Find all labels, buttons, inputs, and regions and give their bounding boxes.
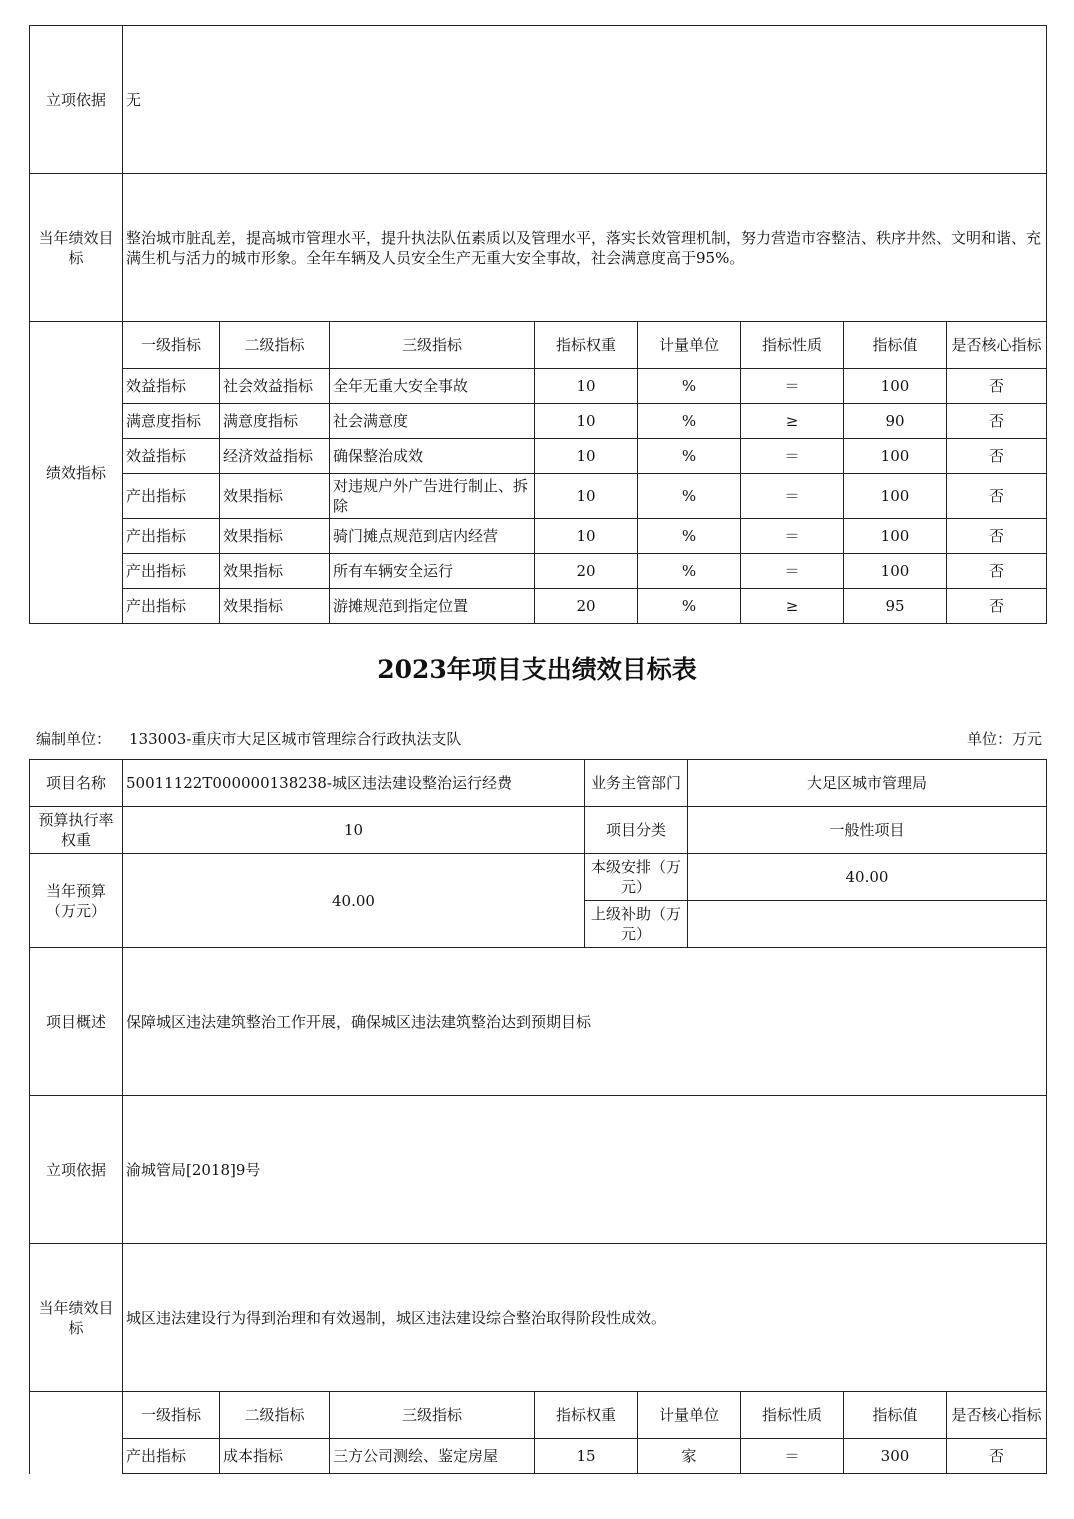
cell-level1: 效益指标 bbox=[123, 369, 220, 404]
local-arrange-label: 本级安排（万元） bbox=[585, 854, 688, 901]
local-arrange-value: 40.00 bbox=[688, 854, 1047, 901]
cell-core: 否 bbox=[947, 439, 1047, 474]
currency-unit: 单位：万元 bbox=[966, 730, 1042, 748]
cell-weight: 10 bbox=[535, 439, 638, 474]
cell-unit: % bbox=[638, 439, 741, 474]
cell-unit: 家 bbox=[638, 1439, 741, 1474]
header-value: 指标值 bbox=[844, 322, 947, 369]
cell-level2: 社会效益指标 bbox=[220, 369, 330, 404]
table-row bbox=[30, 554, 1047, 589]
cell-level1: 产出指标 bbox=[123, 474, 220, 519]
basis-label: 立项依据 bbox=[30, 26, 123, 174]
cell-core: 否 bbox=[947, 1439, 1047, 1474]
header-level1: 一级指标 bbox=[123, 322, 220, 369]
dept-label: 业务主管部门 bbox=[585, 760, 688, 807]
cell-nature: ＝ bbox=[741, 369, 844, 404]
cell-value: 100 bbox=[844, 369, 947, 404]
header-core: 是否核心指标 bbox=[947, 322, 1047, 369]
basis-value: 渝城管局[2018]9号 bbox=[123, 1096, 1047, 1244]
cell-level3: 社会满意度 bbox=[330, 404, 535, 439]
cell-level1: 产出指标 bbox=[123, 554, 220, 589]
upper-subsidy-label: 上级补助（万元） bbox=[585, 901, 688, 948]
cell-value: 100 bbox=[844, 554, 947, 589]
category-value: 一般性项目 bbox=[688, 807, 1047, 854]
cell-level3: 骑门摊点规范到店内经营 bbox=[330, 519, 535, 554]
header-core: 是否核心指标 bbox=[947, 1392, 1047, 1439]
indicator-table bbox=[29, 1391, 1047, 1474]
header-level3: 三级指标 bbox=[330, 322, 535, 369]
cell-level2: 满意度指标 bbox=[220, 404, 330, 439]
header-level3: 三级指标 bbox=[330, 1392, 535, 1439]
cell-nature: ＝ bbox=[741, 439, 844, 474]
cell-unit: % bbox=[638, 369, 741, 404]
table-row bbox=[30, 1439, 1047, 1474]
cell-level2: 效果指标 bbox=[220, 589, 330, 624]
cell-nature: ＝ bbox=[741, 554, 844, 589]
indicator-label-cell bbox=[30, 1392, 123, 1474]
cell-unit: % bbox=[638, 554, 741, 589]
basis-value: 无 bbox=[123, 26, 1047, 174]
cell-weight: 10 bbox=[535, 474, 638, 519]
goal-value: 整治城市脏乱差，提高城市管理水平，提升执法队伍素质以及管理水平，落实长效管理机制，努力营造市容整洁、秩序井然、文明和谐、充满生机与活力的城市形象。全年车辆及人员安全生产无重大安全事故，社会满意度高于95%。 bbox=[123, 174, 1047, 322]
overview-label: 项目概述 bbox=[30, 948, 123, 1096]
project-name-value: 50011122T000000138238-城区违法建设整治运行经费 bbox=[123, 760, 585, 807]
table-row bbox=[30, 404, 1047, 439]
cell-level2: 效果指标 bbox=[220, 554, 330, 589]
cell-nature: ＝ bbox=[741, 474, 844, 519]
overview-value: 保障城区违法建筑整治工作开展，确保城区违法建筑整治达到预期目标 bbox=[123, 948, 1047, 1096]
cell-level1: 产出指标 bbox=[123, 1439, 220, 1474]
compiling-unit-value: 133003-重庆市大足区城市管理综合行政执法支队 bbox=[129, 730, 462, 748]
cell-nature: ≥ bbox=[741, 589, 844, 624]
budget-value: 40.00 bbox=[123, 854, 585, 948]
table-row bbox=[30, 369, 1047, 404]
cell-weight: 10 bbox=[535, 369, 638, 404]
cell-level1: 产出指标 bbox=[123, 519, 220, 554]
category-label: 项目分类 bbox=[585, 807, 688, 854]
cell-level3: 确保整治成效 bbox=[330, 439, 535, 474]
previous-project-table bbox=[29, 25, 1047, 624]
exec-rate-value: 10 bbox=[123, 807, 585, 854]
cell-unit: % bbox=[638, 589, 741, 624]
cell-level1: 产出指标 bbox=[123, 589, 220, 624]
table-row bbox=[30, 589, 1047, 624]
cell-level2: 效果指标 bbox=[220, 474, 330, 519]
header-level1: 一级指标 bbox=[123, 1392, 220, 1439]
cell-level3: 三方公司测绘、鉴定房屋 bbox=[330, 1439, 535, 1474]
cell-nature: ≥ bbox=[741, 404, 844, 439]
header-level2: 二级指标 bbox=[220, 1392, 330, 1439]
header-level2: 二级指标 bbox=[220, 322, 330, 369]
cell-weight: 10 bbox=[535, 404, 638, 439]
cell-level1: 效益指标 bbox=[123, 439, 220, 474]
cell-value: 300 bbox=[844, 1439, 947, 1474]
table-row bbox=[30, 474, 1047, 519]
cell-value: 90 bbox=[844, 404, 947, 439]
header-nature: 指标性质 bbox=[741, 1392, 844, 1439]
header-value: 指标值 bbox=[844, 1392, 947, 1439]
cell-level3: 全年无重大安全事故 bbox=[330, 369, 535, 404]
cell-value: 100 bbox=[844, 519, 947, 554]
cell-nature: ＝ bbox=[741, 519, 844, 554]
cell-weight: 20 bbox=[535, 554, 638, 589]
cell-weight: 20 bbox=[535, 589, 638, 624]
goal-label: 当年绩效目标 bbox=[30, 174, 123, 322]
header-weight: 指标权重 bbox=[535, 322, 638, 369]
project-info-table bbox=[29, 759, 1047, 1392]
cell-level1: 满意度指标 bbox=[123, 404, 220, 439]
cell-value: 95 bbox=[844, 589, 947, 624]
page-title: 2023年项目支出绩效目标表 bbox=[377, 655, 697, 684]
cell-core: 否 bbox=[947, 554, 1047, 589]
cell-unit: % bbox=[638, 474, 741, 519]
cell-level2: 效果指标 bbox=[220, 519, 330, 554]
header-unit: 计量单位 bbox=[638, 322, 741, 369]
table-row bbox=[30, 439, 1047, 474]
cell-value: 100 bbox=[844, 474, 947, 519]
cell-nature: ＝ bbox=[741, 1439, 844, 1474]
cell-core: 否 bbox=[947, 404, 1047, 439]
cell-level3: 对违规户外广告进行制止、拆除 bbox=[330, 474, 535, 519]
header-weight: 指标权重 bbox=[535, 1392, 638, 1439]
header-unit: 计量单位 bbox=[638, 1392, 741, 1439]
cell-level2: 经济效益指标 bbox=[220, 439, 330, 474]
indicator-label: 绩效指标 bbox=[30, 322, 123, 624]
header-nature: 指标性质 bbox=[741, 322, 844, 369]
cell-weight: 10 bbox=[535, 519, 638, 554]
cell-level2: 成本指标 bbox=[220, 1439, 330, 1474]
budget-label: 当年预算（万元） bbox=[30, 854, 123, 948]
cell-core: 否 bbox=[947, 474, 1047, 519]
cell-core: 否 bbox=[947, 519, 1047, 554]
basis-label: 立项依据 bbox=[30, 1096, 123, 1244]
cell-level3: 游摊规范到指定位置 bbox=[330, 589, 535, 624]
exec-rate-label: 预算执行率权重 bbox=[30, 807, 123, 854]
goal-value: 城区违法建设行为得到治理和有效遏制，城区违法建设综合整治取得阶段性成效。 bbox=[123, 1244, 1047, 1392]
project-name-label: 项目名称 bbox=[30, 760, 123, 807]
compiling-unit bbox=[36, 728, 461, 749]
goal-label: 当年绩效目标 bbox=[30, 1244, 123, 1392]
upper-subsidy-value bbox=[688, 901, 1047, 948]
cell-core: 否 bbox=[947, 589, 1047, 624]
cell-level3: 所有车辆安全运行 bbox=[330, 554, 535, 589]
compiling-unit-label: 编制单位： bbox=[36, 730, 112, 748]
table-row bbox=[30, 519, 1047, 554]
dept-value: 大足区城市管理局 bbox=[688, 760, 1047, 807]
cell-unit: % bbox=[638, 404, 741, 439]
cell-core: 否 bbox=[947, 369, 1047, 404]
cell-weight: 15 bbox=[535, 1439, 638, 1474]
cell-unit: % bbox=[638, 519, 741, 554]
cell-value: 100 bbox=[844, 439, 947, 474]
